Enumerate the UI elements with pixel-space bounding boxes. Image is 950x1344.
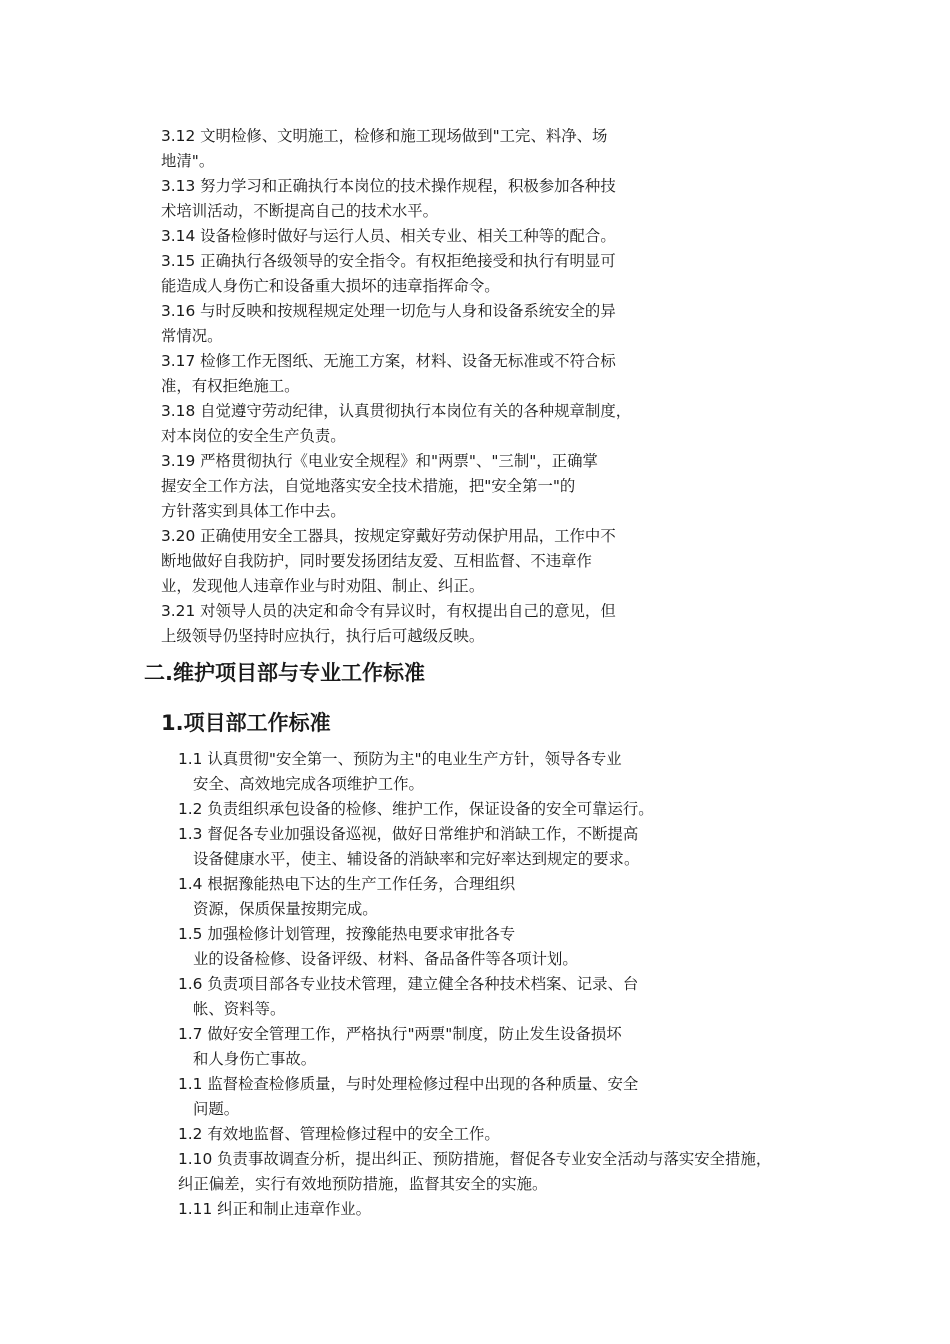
list-item: 3.20 正确使用安全工器具，按规定穿戴好劳动保护用品，工作中不 — [161, 527, 616, 545]
list-item-continuation: 上级领导仍坚持时应执行，执行后可越级反映。 — [161, 627, 485, 645]
list-item-continuation: 能造成人身伤亡和设备重大损坏的违章指挥命令。 — [161, 277, 500, 295]
list-item-continuation: 和人身伤亡事故。 — [193, 1050, 317, 1068]
list-item: 1.2 有效地监督、管理检修过程中的安全工作。 — [178, 1125, 500, 1143]
list-item: 1.3 督促各专业加强设备巡视，做好日常维护和消缺工作，不断提高 — [178, 825, 639, 843]
list-item-continuation: 安全、高效地完成各项维护工作。 — [193, 775, 424, 793]
list-item-continuation: 帐、资料等。 — [193, 1000, 286, 1018]
list-item-continuation: 方针落实到具体工作中去。 — [161, 502, 346, 520]
list-item: 3.12 文明检修、文明施工，检修和施工现场做到"工完、料净、场 — [161, 127, 608, 145]
list-item: 1.6 负责项目部各专业技术管理，建立健全各种技术档案、记录、台 — [178, 975, 639, 993]
list-item-continuation: 问题。 — [193, 1100, 240, 1118]
list-item: 1.11 纠正和制止违章作业。 — [178, 1200, 372, 1218]
list-item: 1.5 加强检修计划管理，按豫能热电要求审批各专 — [178, 925, 516, 943]
list-item: 3.16 与时反映和按规程规定处理一切危与人身和设备系统安全的异 — [161, 302, 616, 320]
list-item: 1.1 监督检查检修质量，与时处理检修过程中出现的各种质量、安全 — [178, 1075, 639, 1093]
list-item: 3.21 对领导人员的决定和命令有异议时，有权提出自己的意见，但 — [161, 602, 616, 620]
list-item-continuation: 准，有权拒绝施工。 — [161, 377, 300, 395]
list-item-continuation: 对本岗位的安全生产负责。 — [161, 427, 346, 445]
list-item-continuation: 常情况。 — [161, 327, 223, 345]
list-item: 1.1 认真贯彻"安全第一、预防为主"的电业生产方针，领导各专业 — [178, 750, 622, 768]
list-item-continuation: 地清"。 — [161, 152, 215, 170]
list-item-continuation: 业，发现他人违章作业与时劝阻、制止、纠正。 — [161, 577, 485, 595]
list-item-continuation: 断地做好自我防护，同时要发扬团结友爱、互相监督、不违章作 — [161, 552, 592, 570]
section-heading: 二.维护项目部与专业工作标准 — [144, 661, 425, 685]
list-item: 3.15 正确执行各级领导的安全指令。有权拒绝接受和执行有明显可 — [161, 252, 616, 270]
list-item: 1.4 根据豫能热电下达的生产工作任务，合理组织 — [178, 875, 516, 893]
list-item-continuation: 握安全工作方法，自觉地落实安全技术措施，把"安全第一"的 — [161, 477, 576, 495]
list-item-continuation: 术培训活动，不断提高自己的技术水平。 — [161, 202, 439, 220]
list-item: 1.10 负责事故调查分析，提出纠正、预防措施，督促各专业安全活动与落实安全措施， — [178, 1150, 772, 1168]
subsection-heading: 1.项目部工作标准 — [161, 711, 331, 735]
list-item-continuation: 设备健康水平，使主、辅设备的消缺率和完好率达到规定的要求。 — [193, 850, 640, 868]
list-item: 3.13 努力学习和正确执行本岗位的技术操作规程，积极参加各种技 — [161, 177, 616, 195]
list-item: 3.14 设备检修时做好与运行人员、相关专业、相关工种等的配合。 — [161, 227, 616, 245]
list-item: 3.18 自觉遵守劳动纪律，认真贯彻执行本岗位有关的各种规章制度， — [161, 402, 632, 420]
list-item-continuation: 业的设备检修、设备评级、材料、备品备件等各项计划。 — [193, 950, 578, 968]
list-item-continuation: 资源，保质保量按期完成。 — [193, 900, 378, 918]
list-item: 3.19 严格贯彻执行《电业安全规程》和"两票"、"三制"，正确掌 — [161, 452, 598, 470]
list-item: 3.17 检修工作无图纸、无施工方案，材料、设备无标准或不符合标 — [161, 352, 616, 370]
list-item: 1.7 做好安全管理工作，严格执行"两票"制度，防止发生设备损坏 — [178, 1025, 622, 1043]
list-item: 1.2 负责组织承包设备的检修、维护工作，保证设备的安全可靠运行。 — [178, 800, 654, 818]
list-item-continuation: 纠正偏差，实行有效地预防措施，监督其安全的实施。 — [178, 1175, 548, 1193]
